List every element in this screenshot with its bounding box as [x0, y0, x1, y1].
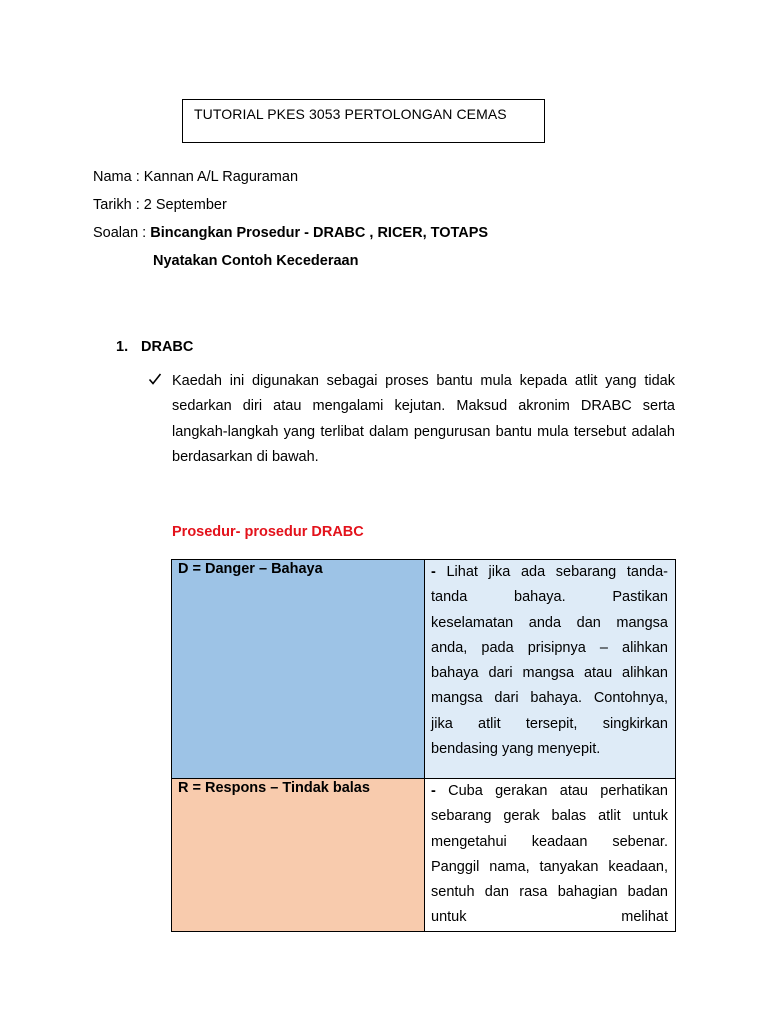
- term-danger: D = Danger – Bahaya: [178, 561, 323, 577]
- document-title-box: [182, 99, 545, 143]
- description-respons: [425, 779, 675, 931]
- table-cell-description: [425, 560, 676, 779]
- description-dash: -: [431, 564, 447, 580]
- description-dash: -: [431, 783, 449, 799]
- section-number: 1.: [116, 339, 129, 355]
- tarikh-line: Tarikh : 2 September: [93, 197, 227, 213]
- nama-line: Nama : Kannan A/L Raguraman: [93, 169, 299, 185]
- soalan-line: [93, 225, 488, 241]
- soalan-label: Soalan :: [93, 225, 151, 241]
- description-text: Lihat jika ada sebarang tanda-tanda bahaya. Pastikan keselamatan anda dan mangsa anda, pada prisipnya – alihkan bahaya dari mangsa atau alihkan mangsa dari bahaya. Contohnya, jika atlit tersepit, singkirkan bendasing yang menyepit.: [431, 564, 668, 758]
- description-text: Cuba gerakan atau perhatikan sebarang gerak balas atlit untuk mengetahui keadaan sebenar. Panggil nama, tanyakan keadaan, sentuh dan rasa bahagian badan untuk melihat: [431, 783, 668, 926]
- table-cell-term: [172, 560, 425, 779]
- soalan-text-continued: Nyatakan Contoh Kecederaan: [153, 253, 359, 269]
- document-title: TUTORIAL PKES 3053 PERTOLONGAN CEMAS: [194, 106, 507, 122]
- table-cell-term: [172, 779, 425, 932]
- drabc-table: [171, 559, 676, 932]
- section-title: DRABC: [141, 339, 194, 355]
- table-row: [172, 560, 676, 779]
- table-row: [172, 779, 676, 932]
- description-danger: [425, 560, 675, 762]
- drabc-subheading: Prosedur- prosedur DRABC: [172, 524, 364, 540]
- soalan-text: Bincangkan Prosedur - DRABC , RICER, TOTAPS: [150, 225, 489, 241]
- table-cell-description: [425, 779, 676, 932]
- term-respons: R = Respons – Tindak balas: [178, 780, 370, 796]
- check-icon: [148, 372, 162, 386]
- drabc-description: Kaedah ini digunakan sebagai proses bantu mula kepada atlit yang tidak sedarkan diri atau mengalami kejutan. Maksud akronim DRABC serta langkah-langkah yang terlibat dalam pengurusan bantu mula tersebut adalah berdasarkan di bawah.: [172, 373, 675, 465]
